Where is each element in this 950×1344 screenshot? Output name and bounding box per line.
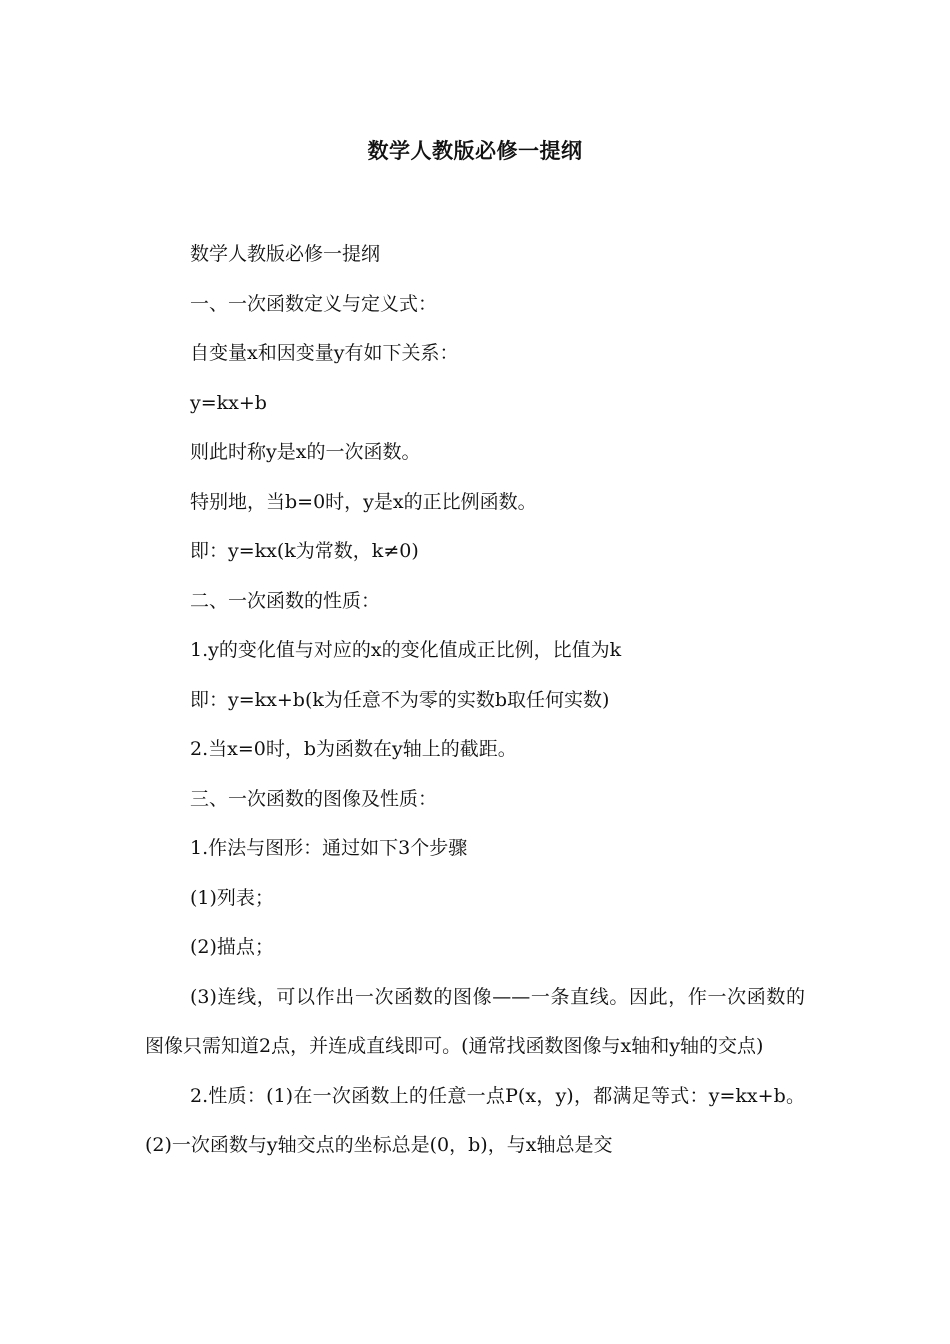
paragraph: 1.作法与图形：通过如下3个步骤: [190, 837, 468, 859]
paragraph: 即：y=kx+b(k为任意不为零的实数b取任何实数): [190, 688, 610, 711]
paragraph-step: (1)列表；: [190, 886, 274, 909]
paragraph-heading: 数学人教版必修一提纲: [190, 243, 381, 265]
paragraph: 2.当x=0时，b为函数在y轴上的截距。: [190, 738, 517, 760]
paragraph: 特别地，当b=0时，y是x的正比例函数。: [190, 490, 537, 513]
paragraph: 即：y=kx(k为常数，k≠0): [190, 540, 419, 562]
paragraph: 1.y的变化值与对应的x的变化值成正比例，比值为k: [190, 639, 622, 661]
paragraph-formula: y=kx+b: [190, 391, 267, 414]
paragraph-section-2: 二、一次函数的性质：: [190, 589, 381, 612]
page-title: 数学人教版必修一提纲: [367, 139, 583, 163]
document-body: [145, 230, 805, 1171]
paragraph-step: (2)描点；: [190, 936, 274, 958]
paragraph-section-1: 一、一次函数定义与定义式：: [190, 292, 438, 315]
paragraph: 则此时称y是x的一次函数。: [190, 441, 421, 463]
paragraph-step: (3)连线，可以作出一次函数的图像——一条直线。因此，作一次函数的图像只需知道2点，并连成直线即可。(通常找函数图像与x轴和y轴的交点): [145, 985, 805, 1057]
paragraph-section-3: 三、一次函数的图像及性质：: [190, 787, 438, 810]
paragraph: 自变量x和因变量y有如下关系：: [190, 342, 459, 364]
paragraph: 2.性质：(1)在一次函数上的任意一点P(x，y)，都满足等式：y=kx+b。(2)一次函数与y轴交点的坐标总是(0，b)，与x轴总是交: [145, 1084, 805, 1156]
